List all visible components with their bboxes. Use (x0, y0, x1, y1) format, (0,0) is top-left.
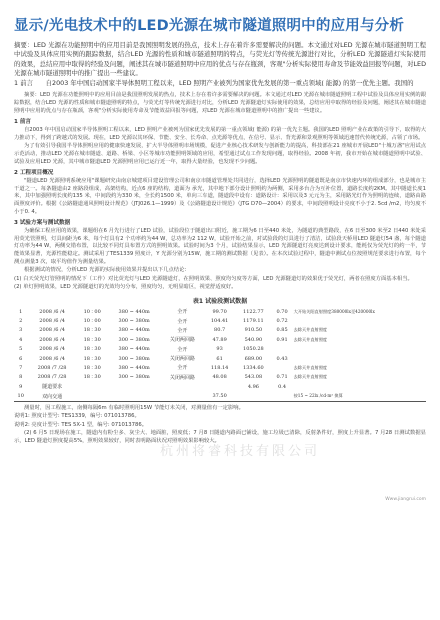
table-cell: 8 (19, 374, 23, 381)
table-cell (161, 382, 204, 391)
watermark: 杭州将睿科技有限公司 (160, 444, 321, 459)
table-cell: 去除天井直射照度 (293, 327, 328, 333)
table-cell: 4.96 (247, 383, 259, 390)
table-cell (293, 382, 426, 391)
table-cell: 47.89 (212, 336, 227, 343)
table-cell: 689.00 (244, 355, 263, 362)
table-cell: 关闭两回路 (169, 374, 195, 381)
data-table (14, 307, 426, 402)
table-cell: 2008 /7 /28 (37, 364, 67, 371)
note-2: 说明2: 亮度计型号: TES 5X-1 型，编号: 071013786。 (14, 421, 147, 428)
table-cell: 1179.11 (243, 318, 264, 325)
table-cell (161, 391, 204, 401)
table-cell: 关闭两回路 (169, 337, 195, 344)
paragraph-3: "隧道LED 光源照明系统应用"课题研究由南京城建项目建设管理公司和南京市隧道管理处共同进行，选择LED 光源照明的隧道既是南京市快速内环的组成部分，也是城市主干道之一。每条隧道由2 座路段组成，高架结构，近点6 座的结构，道面为 承光，其中地下部分设计照明约为两侧，采用多台合为互补位置，道路长度约2KM。其中隧道长度1 米，其中加强照明长度约135 米，中间段约为330 米，全长约1500 米，单向三车道，隧道段中设有：道路设计：采用以及3 元元为主，采用路光灯作为照明的连续，道路由路面照度评价。根据《公路隧道通风照明设计规范》（JTJ026.1—1999）及《公路隧道设计规范》（JTG D70—2004）的要求，中间段照明设计亮度不小于2. 5cd /m2，均匀度不小于0. 4。 (14, 178, 426, 215)
table-cell: 380 ~ 440m (118, 308, 150, 315)
table-row (14, 307, 426, 316)
table-row (14, 316, 426, 325)
table-cell: 2008 /6 /4 (39, 318, 65, 325)
table-cell: 380 ~ 440m (118, 346, 150, 353)
table-cell: 2008 /6 /4 (39, 336, 65, 343)
table-cell: 0.91 (276, 336, 288, 343)
table-cell: 380 ~ 440m (118, 327, 150, 334)
table-cell: 910.50 (244, 327, 263, 334)
table-row (14, 335, 426, 344)
paragraph-6: 测量时，因工程施工，南侧每隔6m 有临时照明用15W 节能灯未关闭，对测量值有一定影响。 (24, 404, 244, 411)
table-cell: 0.72 (276, 318, 288, 325)
table-row (14, 373, 426, 382)
table-cell: 10 ∶ 00 (83, 308, 101, 315)
table-cell (204, 382, 235, 391)
list-item-1: (1) 白天荧光灯管照明的情况下（工作）对比荧光灯与LED 光源隧道灯，在照明效果、照度均匀度等方面，LED 光源隧道灯的效果优于荧光灯，两者在照度方面基本相当。 (14, 275, 413, 282)
table-cell: 0.70 (276, 308, 288, 315)
section-heading-3: 3 试验方案与测试数据 (14, 220, 71, 227)
table-cell: 9 (19, 383, 23, 390)
table-cell (293, 316, 426, 325)
table-row (14, 363, 426, 372)
table-cell: 0.85 (276, 327, 288, 334)
paragraph-2: 为了有效引导我国半导体照明应用的健康快速发展，扩大半导体照明市场规模，促进产业核心技术研发与创新能力的提高，科技部在21 座城市开展LED"十城万盏"应用试点示范活动，推动LED 光源在城市隧道、道路、桥梁、小区等城市功能照明领域的应用，希望通过试点工作发现问题，取得经验。2008 年初，我市开始在城市隧道照明中试验、试验及应用LED 光源，其中城市隧道LED 光源照明应用已运行近一年，取得大量经验，也发现不少问题。 (14, 143, 426, 165)
table-cell: 10 (14, 391, 27, 401)
table-cell: 关闭两回路 (169, 356, 195, 363)
table-cell: 4 (19, 336, 23, 343)
table-cell (272, 363, 293, 372)
table-cell: 300 ~ 380m (118, 318, 150, 325)
table-cell (272, 391, 293, 401)
paragraph-1: 自2003 年中国启动国家半导体照明工程以来，LED 照明产业被列为国家优先发展的第一重点领域( 能源) 的第一优先主题。我国的LED 照明产业在政策的引导下，取得的大力推动下，得到了跨越式的发展。现在，LED 光源以其环保、节能、安全、长寿命、点光源等优点，在信号、显示、背光源和景观照明等领域迅速替代传统光源，占领了市场。 (14, 127, 426, 141)
table-cell: 93 (216, 346, 223, 353)
table-row (14, 344, 426, 353)
table-cell: 18 ∶ 30 (83, 374, 101, 381)
table-cell: 隧道要求 (42, 384, 63, 391)
table-cell: 61 (216, 355, 223, 362)
table-cell (293, 354, 426, 363)
abstract-intro: 1 前言 自2003 年中国启动国家半导体照明工程以来，LED 照明产业被列为国家优先发展的第一重点领域( 能源) 的第一优先主题。我国的 (14, 79, 414, 88)
paragraph-4: 为确保工程应用的效果，课题组在6 月先行进行了LED 试验，试验段位于隧道出口附近，施工期为6 日至440 米处，为隧道的典型路段，在6 日至300 米至2 日440 米处采用荧光管照明，灯具间距为6 米，每个灯具有2 个功率约为44 W，总功率为2 112 W，试验开始之前，对试验段的灯具进行了清洁，试验段天桥用LED 隧道灯54 盏，每个隧道灯功率为44 W，两侧交错布置，以比较不同灯具布置方式的照明效果。试验时间为3 个月，试验结果显示，LED 光源隧道灯亮度达到设计要求，能耗仅为荧光灯的约一半，节能效果显著，光源性能稳定。测试采用了TES1339 照度计，Y 光源分别为15W，施工期的测试数据（见表）。在本次试验过程中，隧道中测试点位按照规范要求进行布置，每个测点测量3 次，取平均值作为测量结果。 (14, 228, 426, 265)
table-cell: 540.90 (244, 336, 263, 343)
table-cell: 1334.60 (243, 364, 264, 371)
section-heading-1: 1 前言 (14, 119, 32, 126)
table-cell: 48.08 (212, 374, 227, 381)
table-row (14, 354, 426, 363)
footer-url: Www.jiangrui.com (385, 497, 426, 502)
table-cell: 全开 (177, 309, 188, 316)
table-row (14, 391, 426, 401)
table-cell: 80.7 (214, 327, 226, 334)
table-cell: 双向交通 (27, 391, 76, 401)
table-cell: 全开 (177, 327, 188, 334)
table-cell: 去除天井直射照度 (293, 336, 328, 342)
table-cell: 7 (19, 364, 23, 371)
abstract-paragraph: 摘要：LED 光源在功能照明中的应用目前是我国照明发展的热点，技术上存在着许多需要解决的问题。本文通过对LED 光源在城市隧道照明工程中试验及具体应用实例的跟踪数据，结合LED 光源的性质和城市隧道照明的特点，与荧光灯等传统光源进行对比，分析LED 光源隧道灯实际使用的效果，总结应用中取得的经验及问题，阐述其在城市隧道照明中应用的优点与存在瓶颈，客观"分析实际使用寿命及节能效益回报等问题，对LED 光源在城市隧道照明中的推广提出一些建议。 (14, 92, 426, 114)
table-cell: 全开 (177, 365, 188, 372)
table-cell (108, 391, 161, 401)
list-item-2: (2) 单灯照明效果，LED 光源隧道灯的光效均匀分布，照度均匀，无明显暗区，视觉舒适度好。 (14, 284, 237, 291)
paragraph-7: (2) 6 月5 日现场在施工，隧道内有粉尘多、灰尘大、地面脏，照度低；7 月8 日隧道内路面已铺设，施工垃圾已清除，反射条件好，照度上升显著。7 月28 日测试数据显示，LED 隧道灯照度提高5%，照明效果较好，同时表明路面状况对照明效果影响较大。 (14, 430, 426, 445)
table-cell: 380 ~ 440m (118, 364, 150, 371)
table-cell (272, 344, 293, 353)
table-cell (77, 391, 108, 401)
table-cell: 118.14 (210, 364, 229, 371)
table-cell: 0.4 (278, 383, 287, 390)
table-cell: 18 ∶ 30 (83, 327, 101, 334)
table-cell: 2008 /6 /4 (39, 327, 65, 334)
table-cell: 大开始关阳直射照度380000lx至420000lx (293, 308, 375, 314)
table-cell: 6 (19, 355, 23, 362)
table-cell: 2008 /6 /4 (39, 346, 65, 353)
table-row (14, 326, 426, 335)
table-cell: 99.70 (212, 308, 227, 315)
table-cell: 2008 /6 /4 (39, 355, 65, 362)
paragraph-5: 根据测试的情况，分析LED 光源的实际使用效果并提出以下几点结论： (24, 267, 190, 274)
table-row (14, 382, 426, 391)
table-cell: 1 (19, 308, 23, 315)
table-cell: 300 ~ 380m (118, 355, 150, 362)
table-cell (108, 382, 161, 391)
table-cell: 去除天井直射照度 (293, 374, 328, 380)
table-caption: 表1 试验段测试数据 (192, 297, 248, 305)
table-cell: 去除天井直射照度 (293, 364, 328, 370)
document-title: 显示/光电技术中的LED光源在城市隧道照明中的应用与分析 (14, 18, 405, 34)
table-cell (77, 382, 108, 391)
table-cell: 0.43 (276, 355, 288, 362)
table-cell: 5 (19, 346, 23, 353)
table-cell: 10 ∶ 00 (83, 318, 101, 325)
table-cell: 2008 /6 /4 (39, 308, 65, 315)
table-cell (293, 344, 426, 353)
table-cell: 300 ~ 380m (118, 336, 150, 343)
table-cell: 18 ∶ 30 (83, 364, 101, 371)
table-cell: 18 ∶ 30 (83, 346, 101, 353)
table-cell: 18 ∶ 30 (83, 355, 101, 362)
section-heading-2: 2 工程项目概况 (14, 170, 54, 177)
table-cell: 全开 (177, 346, 188, 353)
note-1: 说明1: 照度计型号: TES1339，编号: 071013786。 (14, 413, 140, 420)
table-cell: 543.08 (244, 374, 263, 381)
table-cell: 37.50 (204, 391, 235, 401)
table-cell: 全开 (177, 318, 188, 325)
table-cell: 300 ~ 380m (118, 374, 150, 381)
table-cell: 1050.28 (243, 346, 264, 353)
table-cell: 2008 /7 /28 (37, 374, 67, 381)
abstract-summary: 摘要：LED 光源在功能照明中的应用目前是我国照明发展的热点，技术上存在着许多需要解决的问题。本文通过对LED 光源在城市隧道照明工程中试验及具体应用实例的跟踪数据，结合LED 光源的性质和城市隧道照明的特点，与荧光灯等传统光源进行对比，分析LED 光源隧道灯实际使用的效果，总结应用中取得的经验及问题，阐述其在城市隧道照明中应用的优点与存在瓶颈，客观"分析实际使用寿命及节能效益回报等问题，对LED 光源在城市隧道照明中的推广提出一些建议。 (14, 41, 426, 77)
table-cell: 18 ∶ 30 (83, 336, 101, 343)
table-cell: 2 (19, 318, 23, 325)
table-cell (235, 391, 271, 401)
table-cell: 1122.77 (243, 308, 264, 315)
table-cell: 0.71 (276, 374, 288, 381)
table-cell: 按15 ~ 22lx /cd·m² 换算 (293, 391, 426, 401)
table-cell: 104.41 (210, 318, 229, 325)
table-cell: 3 (19, 327, 23, 334)
